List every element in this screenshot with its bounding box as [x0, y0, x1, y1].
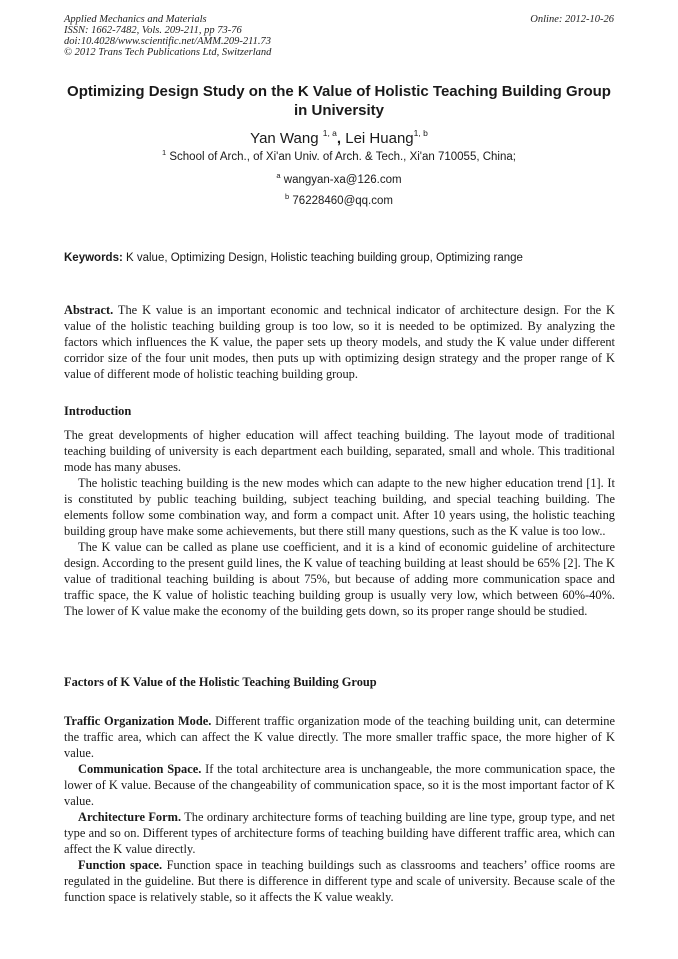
paper-title: Optimizing Design Study on the K Value of Holistic Teaching Building Group in University — [67, 83, 611, 119]
communication-label: Communication Space. — [78, 762, 202, 776]
traffic-label: Traffic Organization Mode. — [64, 714, 212, 728]
abstract-label: Abstract. — [64, 303, 114, 317]
journal-copyright: © 2012 Trans Tech Publications Ltd, Switzerland — [64, 47, 272, 58]
affiliation-superscript: 1 — [162, 148, 167, 157]
affiliation — [64, 150, 614, 164]
traffic-paragraph — [64, 713, 615, 761]
author-1: Yan Wang — [250, 130, 323, 147]
journal-name: Applied Mechanics and Materials — [64, 14, 207, 25]
traffic-text: Different traffic organization mode of the teaching building unit, can determine the traffic area, which can affect the K value directly. The more smaller traffic space, the more higher of K value. — [64, 714, 615, 760]
email-b — [64, 194, 614, 208]
factors-heading: Factors of K Value of the Holistic Teaching Building Group — [64, 675, 377, 689]
journal-doi: doi:10.4028/www.scientific.net/AMM.209-211.73 — [64, 36, 271, 47]
affiliation-text: School of Arch., of Xi'an Univ. of Arch. & Tech., Xi'an 710055, China; — [166, 151, 516, 163]
architecture-form-label: Architecture Form. — [78, 810, 182, 824]
author-separator: , — [336, 130, 346, 147]
function-space-label: Function space. — [78, 858, 163, 872]
function-space-paragraph — [64, 857, 615, 905]
introduction-heading: Introduction — [64, 404, 132, 418]
abstract-text: The K value is an important economic and technical indicator of architecture design. For the K value of the holistic teaching building group is too low, so it is needed to be optimized. By analyzing the factors which influences the K value, the paper sets up theory models, and study the K value under different corridor size of the four unit modes, then puts up with optimizing design strategy and the proper range of K value of different mode of holistic teaching building group. — [64, 303, 615, 381]
intro-paragraph-1: The great developments of higher education will affect teaching building. The layout mode of traditional teaching building of university is each department each building, separated, small and whole. This traditional mode has many abuses. — [64, 428, 615, 474]
architecture-form-text: The ordinary architecture forms of teaching building are line type, group type, and net type and so on. Different types of architecture forms of teaching building have different traffic area, which can affect the K value directly. — [64, 810, 615, 856]
email-b-text: 76228460@qq.com — [289, 195, 393, 207]
introduction-section — [64, 427, 615, 619]
intro-paragraph-3: The K value can be called as plane use coefficient, and it is a kind of economic guideline of architecture design. According to the present guild lines, the K value of teaching building at least should be 65% [2]. The K value of traditional teaching building is about 75%, but because of adding more communication space and traffic space, the K value of holistic teaching building group is usually very low, which between 60%-40%. The lower of K value make the economy of the building gets down, so its proper range should be studied. — [64, 540, 615, 618]
author-2-superscript: 1, b — [413, 128, 428, 138]
online-date: Online: 2012-10-26 — [530, 14, 614, 25]
email-a — [64, 173, 614, 187]
journal-header — [64, 14, 614, 58]
email-a-text: wangyan-xa@126.com — [280, 174, 402, 186]
communication-paragraph — [64, 761, 615, 809]
keywords-label: Keywords: — [64, 252, 123, 264]
communication-text: If the total architecture area is unchangeable, the more communication space, the lower of K value. Because of the changeability of communication space, so it is the most important factor of K value. — [64, 762, 615, 808]
architecture-form-paragraph — [64, 809, 615, 857]
author-line — [64, 130, 614, 148]
intro-paragraph-2: The holistic teaching building is the new modes which can adapte to the new higher education trend [1]. It is constituted by public teaching building, subject teaching building, and special teaching building. The elements follow some combination way, and form a compact unit. After 10 years using, the holistic teaching building group have make some achievements, but there still many questions, such as the K value is too low.. — [64, 476, 615, 538]
abstract-section — [64, 302, 615, 382]
author-2: Lei Huang — [345, 130, 414, 147]
email-a-superscript: a — [276, 171, 281, 180]
factors-section — [64, 713, 615, 905]
email-b-superscript: b — [285, 192, 290, 201]
author-1-superscript: 1, a — [322, 128, 337, 138]
keywords-section — [64, 251, 616, 265]
journal-issn: ISSN: 1662-7482, Vols. 209-211, pp 73-76 — [64, 25, 242, 36]
function-space-text: Function space in teaching buildings such as classrooms and teachers’ office rooms are regulated in the guideline. But there is difference in different type and scale of university. Because scale of the function space is relatively stable, so it affects the K value weakly. — [64, 858, 615, 904]
abstract-paragraph — [64, 302, 615, 382]
keywords-text: K value, Optimizing Design, Holistic teaching building group, Optimizing range — [122, 252, 523, 264]
